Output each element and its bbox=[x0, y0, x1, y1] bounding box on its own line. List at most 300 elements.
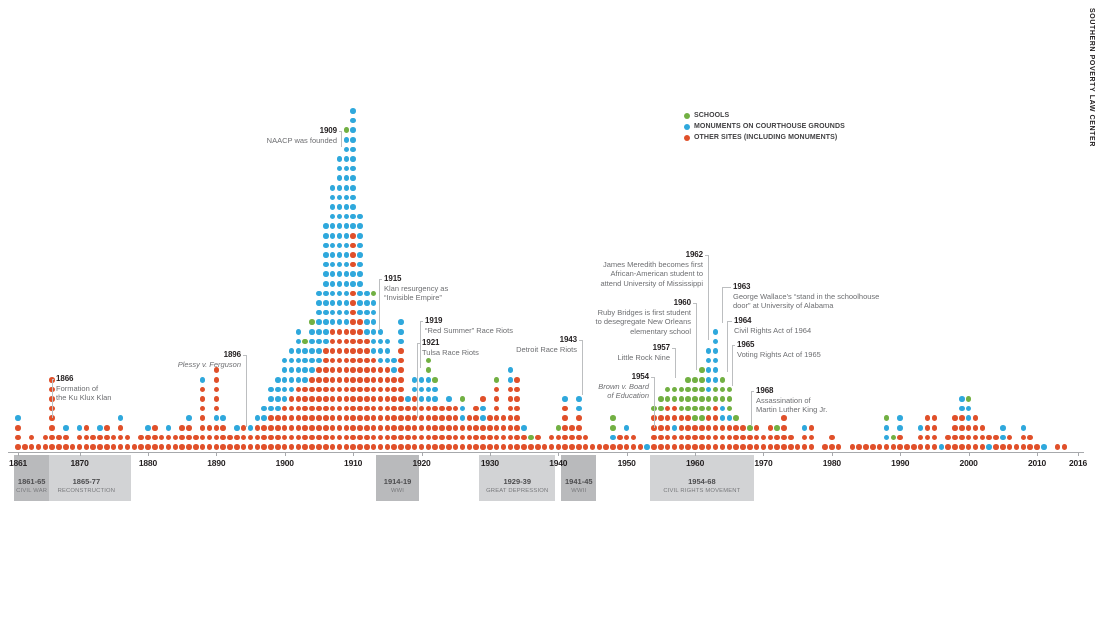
dot-courthouse-monument bbox=[282, 387, 288, 393]
dot-other-site bbox=[699, 435, 705, 441]
dot-other-site bbox=[1021, 435, 1027, 441]
dot-other-site bbox=[549, 444, 555, 450]
dot-courthouse-monument bbox=[371, 339, 377, 345]
annotation-text: African-American student to bbox=[610, 269, 703, 278]
dot-courthouse-monument bbox=[323, 310, 329, 316]
dot-other-site bbox=[275, 425, 281, 431]
dot-courthouse-monument bbox=[446, 396, 452, 402]
era-name-label: GREAT DEPRESSION bbox=[486, 488, 549, 494]
dot-courthouse-monument bbox=[337, 185, 343, 191]
dot-other-site bbox=[248, 435, 254, 441]
dot-other-site bbox=[302, 396, 308, 402]
dot-courthouse-monument bbox=[398, 319, 404, 325]
dot-other-site bbox=[692, 435, 698, 441]
dot-courthouse-monument bbox=[350, 185, 356, 191]
x-axis-tick bbox=[285, 452, 286, 456]
dot-other-site bbox=[296, 444, 302, 450]
dot-other-site bbox=[337, 406, 343, 412]
annotation-stub-1968 bbox=[751, 391, 754, 392]
dot-other-site bbox=[514, 396, 520, 402]
dot-other-site bbox=[344, 358, 350, 364]
dot-other-site bbox=[583, 435, 589, 441]
dot-other-site bbox=[350, 243, 356, 249]
dot-other-site bbox=[344, 425, 350, 431]
dot-other-site bbox=[84, 425, 90, 431]
dot-other-site bbox=[617, 435, 623, 441]
dot-other-site bbox=[624, 444, 630, 450]
dot-other-site bbox=[282, 425, 288, 431]
dot-other-site bbox=[467, 435, 473, 441]
dot-other-site bbox=[309, 377, 315, 383]
dot-other-site bbox=[350, 406, 356, 412]
dot-other-site bbox=[70, 444, 76, 450]
dot-other-site bbox=[473, 435, 479, 441]
dot-other-site bbox=[781, 435, 787, 441]
x-axis-tick-label: 1980 bbox=[822, 458, 841, 468]
dot-other-site bbox=[398, 387, 404, 393]
dot-other-site bbox=[337, 377, 343, 383]
annotation-text: to desegregate New Orleans bbox=[595, 317, 691, 326]
dot-courthouse-monument bbox=[364, 319, 370, 325]
annotation-1954 bbox=[598, 372, 649, 401]
dot-courthouse-monument bbox=[323, 223, 329, 229]
dot-other-site bbox=[651, 444, 657, 450]
dot-school bbox=[371, 291, 377, 297]
dot-other-site bbox=[514, 425, 520, 431]
dot-other-site bbox=[802, 435, 808, 441]
dot-other-site bbox=[562, 435, 568, 441]
era-name-label: WWII bbox=[571, 488, 587, 494]
annotation-1965 bbox=[737, 340, 821, 359]
dot-courthouse-monument bbox=[344, 185, 350, 191]
dot-other-site bbox=[337, 329, 343, 335]
annotation-line-1962 bbox=[708, 255, 709, 340]
dot-other-site bbox=[391, 406, 397, 412]
dot-other-site bbox=[350, 377, 356, 383]
annotation-stub-1964 bbox=[727, 321, 732, 322]
dot-other-site bbox=[508, 415, 514, 421]
dot-other-site bbox=[932, 415, 938, 421]
dot-other-site bbox=[15, 425, 21, 431]
annotation-year: 1915 bbox=[384, 274, 402, 283]
dot-other-site bbox=[350, 319, 356, 325]
dot-courthouse-monument bbox=[323, 339, 329, 345]
dot-courthouse-monument bbox=[248, 425, 254, 431]
dot-other-site bbox=[480, 425, 486, 431]
dot-courthouse-monument bbox=[706, 387, 712, 393]
dot-other-site bbox=[357, 425, 363, 431]
dot-other-site bbox=[77, 444, 83, 450]
dot-courthouse-monument bbox=[644, 444, 650, 450]
dot-other-site bbox=[118, 435, 124, 441]
dot-other-site bbox=[679, 425, 685, 431]
dot-other-site bbox=[487, 435, 493, 441]
credit-vertical-text: SOUTHERN POVERTY LAW CENTER bbox=[1088, 8, 1095, 147]
dot-courthouse-monument bbox=[337, 223, 343, 229]
dot-other-site bbox=[651, 435, 657, 441]
x-axis-tick-label: 2000 bbox=[959, 458, 978, 468]
dot-courthouse-monument bbox=[357, 214, 363, 220]
dot-other-site bbox=[337, 425, 343, 431]
dot-other-site bbox=[282, 444, 288, 450]
dot-other-site bbox=[385, 406, 391, 412]
dot-other-site bbox=[186, 444, 192, 450]
dot-other-site bbox=[713, 425, 719, 431]
dot-other-site bbox=[350, 348, 356, 354]
dot-other-site bbox=[337, 396, 343, 402]
annotation-1964 bbox=[734, 316, 811, 335]
dot-other-site bbox=[405, 406, 411, 412]
dot-other-site bbox=[391, 387, 397, 393]
dot-other-site bbox=[932, 435, 938, 441]
dot-other-site bbox=[330, 387, 336, 393]
annotation-1960 bbox=[596, 298, 691, 336]
dot-other-site bbox=[302, 444, 308, 450]
dot-other-site bbox=[398, 348, 404, 354]
dot-other-site bbox=[302, 406, 308, 412]
dot-other-site bbox=[159, 444, 165, 450]
dot-courthouse-monument bbox=[350, 156, 356, 162]
dot-other-site bbox=[966, 435, 972, 441]
dot-other-site bbox=[350, 425, 356, 431]
annotation-1963 bbox=[733, 282, 879, 311]
dot-courthouse-monument bbox=[337, 291, 343, 297]
dot-other-site bbox=[145, 435, 151, 441]
dot-other-site bbox=[296, 415, 302, 421]
dot-other-site bbox=[897, 444, 903, 450]
dot-other-site bbox=[576, 415, 582, 421]
dot-school bbox=[891, 435, 897, 441]
dot-other-site bbox=[350, 387, 356, 393]
dot-courthouse-monument bbox=[289, 367, 295, 373]
dot-other-site bbox=[432, 415, 438, 421]
dot-other-site bbox=[364, 339, 370, 345]
dot-courthouse-monument bbox=[296, 377, 302, 383]
dot-courthouse-monument bbox=[296, 329, 302, 335]
dot-other-site bbox=[391, 415, 397, 421]
dot-other-site bbox=[473, 425, 479, 431]
dot-courthouse-monument bbox=[802, 425, 808, 431]
dot-courthouse-monument bbox=[330, 281, 336, 287]
annotation-1866 bbox=[56, 374, 111, 403]
dot-courthouse-monument bbox=[371, 310, 377, 316]
dot-other-site bbox=[405, 425, 411, 431]
dot-courthouse-monument bbox=[337, 156, 343, 162]
dot-other-site bbox=[337, 339, 343, 345]
dot-other-site bbox=[357, 387, 363, 393]
dot-other-site bbox=[494, 406, 500, 412]
dot-other-site bbox=[344, 348, 350, 354]
dot-other-site bbox=[371, 387, 377, 393]
dot-courthouse-monument bbox=[419, 377, 425, 383]
dot-other-site bbox=[289, 444, 295, 450]
annotation-line-1896 bbox=[246, 355, 247, 427]
dot-other-site bbox=[508, 406, 514, 412]
x-axis-tick-label: 1990 bbox=[891, 458, 910, 468]
dot-other-site bbox=[426, 425, 432, 431]
dot-other-site bbox=[84, 435, 90, 441]
dot-other-site bbox=[220, 444, 226, 450]
dot-courthouse-monument bbox=[337, 233, 343, 239]
dot-other-site bbox=[200, 444, 206, 450]
dot-other-site bbox=[323, 367, 329, 373]
annotation-text: the Ku Klux Klan bbox=[56, 393, 112, 402]
dot-courthouse-monument bbox=[289, 387, 295, 393]
dot-other-site bbox=[494, 435, 500, 441]
dot-other-site bbox=[911, 444, 917, 450]
dot-other-site bbox=[344, 377, 350, 383]
dot-school bbox=[672, 387, 678, 393]
dot-other-site bbox=[514, 444, 520, 450]
dot-other-site bbox=[350, 329, 356, 335]
dot-other-site bbox=[1014, 444, 1020, 450]
dot-other-site bbox=[323, 406, 329, 412]
dot-other-site bbox=[289, 435, 295, 441]
dot-courthouse-monument bbox=[309, 367, 315, 373]
dot-school bbox=[679, 387, 685, 393]
dot-other-site bbox=[460, 435, 466, 441]
dot-school bbox=[692, 387, 698, 393]
dot-other-site bbox=[959, 444, 965, 450]
dot-school bbox=[658, 406, 664, 412]
dot-other-site bbox=[104, 425, 110, 431]
dot-other-site bbox=[576, 444, 582, 450]
annotation-1962 bbox=[600, 250, 703, 288]
annotation-text: of Education bbox=[607, 391, 649, 400]
dot-other-site bbox=[350, 310, 356, 316]
dot-courthouse-monument bbox=[337, 204, 343, 210]
dot-other-site bbox=[166, 435, 172, 441]
dot-courthouse-monument bbox=[562, 396, 568, 402]
dot-courthouse-monument bbox=[309, 339, 315, 345]
dot-other-site bbox=[309, 406, 315, 412]
legend-label: OTHER SITES (INCLUDING MONUMENTS) bbox=[694, 134, 838, 141]
dot-other-site bbox=[214, 425, 220, 431]
dot-other-site bbox=[973, 435, 979, 441]
dot-other-site bbox=[1007, 435, 1013, 441]
dot-courthouse-monument bbox=[344, 262, 350, 268]
dot-other-site bbox=[371, 358, 377, 364]
annotation-year: 1964 bbox=[734, 316, 752, 325]
dot-other-site bbox=[740, 435, 746, 441]
dot-courthouse-monument bbox=[337, 166, 343, 172]
dot-other-site bbox=[494, 425, 500, 431]
dot-courthouse-monument bbox=[309, 348, 315, 354]
dot-courthouse-monument bbox=[385, 348, 391, 354]
legend-item-other-sites bbox=[684, 132, 845, 143]
dot-courthouse-monument bbox=[344, 300, 350, 306]
dot-courthouse-monument bbox=[268, 396, 274, 402]
dot-courthouse-monument bbox=[316, 358, 322, 364]
annotation-stub-1943 bbox=[579, 340, 582, 341]
dot-other-site bbox=[344, 396, 350, 402]
annotation-1919 bbox=[425, 316, 513, 335]
dot-other-site bbox=[405, 435, 411, 441]
dot-courthouse-monument bbox=[350, 271, 356, 277]
dot-school bbox=[610, 415, 616, 421]
annotation-1968 bbox=[756, 386, 827, 415]
annotation-year: 1965 bbox=[737, 340, 755, 349]
dot-other-site bbox=[84, 444, 90, 450]
dot-other-site bbox=[364, 358, 370, 364]
dot-other-site bbox=[980, 425, 986, 431]
dot-other-site bbox=[255, 425, 261, 431]
dot-other-site bbox=[22, 444, 28, 450]
dot-courthouse-monument bbox=[97, 425, 103, 431]
dot-courthouse-monument bbox=[77, 425, 83, 431]
dot-courthouse-monument bbox=[918, 425, 924, 431]
dot-other-site bbox=[309, 425, 315, 431]
dot-courthouse-monument bbox=[344, 271, 350, 277]
dot-other-site bbox=[631, 444, 637, 450]
dot-other-site bbox=[918, 444, 924, 450]
dot-courthouse-monument bbox=[897, 415, 903, 421]
dot-other-site bbox=[439, 415, 445, 421]
dot-other-site bbox=[337, 387, 343, 393]
dot-other-site bbox=[514, 415, 520, 421]
dot-courthouse-monument bbox=[713, 367, 719, 373]
x-axis-tick-label: 1970 bbox=[754, 458, 773, 468]
dot-courthouse-monument bbox=[118, 415, 124, 421]
dot-other-site bbox=[856, 444, 862, 450]
dot-other-site bbox=[302, 425, 308, 431]
dot-other-site bbox=[371, 367, 377, 373]
dot-other-site bbox=[200, 435, 206, 441]
annotation-1957 bbox=[617, 343, 670, 362]
dot-other-site bbox=[740, 425, 746, 431]
dot-school bbox=[309, 319, 315, 325]
x-axis-tick-label: 1880 bbox=[138, 458, 157, 468]
dot-other-site bbox=[809, 444, 815, 450]
dot-other-site bbox=[391, 435, 397, 441]
dot-courthouse-monument bbox=[330, 291, 336, 297]
dot-other-site bbox=[508, 387, 514, 393]
dot-courthouse-monument bbox=[268, 406, 274, 412]
x-axis-tick-label: 1890 bbox=[207, 458, 226, 468]
dot-other-site bbox=[323, 348, 329, 354]
dot-other-site bbox=[973, 415, 979, 421]
dot-other-site bbox=[36, 444, 42, 450]
dot-other-site bbox=[364, 415, 370, 421]
dot-courthouse-monument bbox=[959, 406, 965, 412]
dot-courthouse-monument bbox=[713, 358, 719, 364]
annotation-text: Detroit Race Riots bbox=[516, 344, 577, 354]
dot-courthouse-monument bbox=[1000, 435, 1006, 441]
dot-other-site bbox=[385, 435, 391, 441]
dot-courthouse-monument bbox=[959, 396, 965, 402]
dot-other-site bbox=[371, 406, 377, 412]
dot-other-site bbox=[398, 425, 404, 431]
dot-other-site bbox=[49, 435, 55, 441]
dot-courthouse-monument bbox=[344, 195, 350, 201]
dot-other-site bbox=[378, 415, 384, 421]
dot-courthouse-monument bbox=[624, 425, 630, 431]
dot-courthouse-monument bbox=[323, 281, 329, 287]
dot-other-site bbox=[562, 444, 568, 450]
dot-courthouse-monument bbox=[357, 223, 363, 229]
dot-other-site bbox=[255, 444, 261, 450]
annotation-year: 1962 bbox=[685, 250, 703, 259]
dot-courthouse-monument bbox=[391, 358, 397, 364]
dot-courthouse-monument bbox=[220, 415, 226, 421]
dot-other-site bbox=[371, 435, 377, 441]
dot-other-site bbox=[63, 435, 69, 441]
era-range-label: 1954-68 bbox=[688, 477, 716, 486]
dot-other-site bbox=[508, 425, 514, 431]
dot-other-site bbox=[1034, 444, 1040, 450]
dot-courthouse-monument bbox=[309, 358, 315, 364]
dot-other-site bbox=[214, 444, 220, 450]
annotation-stub-1960 bbox=[693, 303, 696, 304]
dot-other-site bbox=[473, 406, 479, 412]
dot-other-site bbox=[426, 444, 432, 450]
dot-courthouse-monument bbox=[296, 339, 302, 345]
dot-other-site bbox=[398, 444, 404, 450]
dot-courthouse-monument bbox=[426, 387, 432, 393]
annotation-year: 1960 bbox=[673, 298, 691, 307]
dot-other-site bbox=[467, 425, 473, 431]
dot-school bbox=[774, 425, 780, 431]
annotation-stub-1963 bbox=[722, 287, 731, 288]
dot-courthouse-monument bbox=[337, 195, 343, 201]
dot-other-site bbox=[754, 425, 760, 431]
dot-other-site bbox=[302, 435, 308, 441]
dot-school bbox=[699, 396, 705, 402]
dot-other-site bbox=[398, 396, 404, 402]
legend-item-schools bbox=[684, 110, 845, 121]
dot-other-site bbox=[733, 435, 739, 441]
dot-other-site bbox=[364, 396, 370, 402]
dot-courthouse-monument bbox=[357, 300, 363, 306]
annotation-stub-1954 bbox=[651, 377, 654, 378]
dot-school bbox=[344, 127, 350, 133]
dot-courthouse-monument bbox=[323, 271, 329, 277]
dot-other-site bbox=[111, 435, 117, 441]
dot-courthouse-monument bbox=[261, 415, 267, 421]
dot-other-site bbox=[29, 444, 35, 450]
dot-courthouse-monument bbox=[350, 281, 356, 287]
dot-other-site bbox=[173, 435, 179, 441]
dot-other-site bbox=[125, 444, 131, 450]
dot-courthouse-monument bbox=[364, 291, 370, 297]
dot-courthouse-monument bbox=[426, 396, 432, 402]
dot-other-site bbox=[398, 358, 404, 364]
dot-other-site bbox=[658, 435, 664, 441]
annotation-line-1919 bbox=[420, 321, 421, 368]
x-axis-line bbox=[8, 452, 1084, 453]
dot-courthouse-monument bbox=[713, 348, 719, 354]
dot-other-site bbox=[385, 444, 391, 450]
dot-other-site bbox=[569, 425, 575, 431]
dot-other-site bbox=[316, 444, 322, 450]
annotation-line-1915 bbox=[379, 279, 380, 330]
dot-other-site bbox=[207, 444, 213, 450]
dot-courthouse-monument bbox=[344, 291, 350, 297]
dot-other-site bbox=[412, 444, 418, 450]
dot-other-site bbox=[371, 444, 377, 450]
dot-other-site bbox=[398, 367, 404, 373]
schools-dot-icon bbox=[684, 113, 690, 119]
dot-school bbox=[733, 415, 739, 421]
dot-other-site bbox=[125, 435, 131, 441]
dot-other-site bbox=[282, 406, 288, 412]
dot-other-site bbox=[603, 444, 609, 450]
dot-other-site bbox=[323, 425, 329, 431]
dot-other-site bbox=[378, 377, 384, 383]
dot-courthouse-monument bbox=[316, 329, 322, 335]
dot-courthouse-monument bbox=[302, 377, 308, 383]
dot-other-site bbox=[480, 435, 486, 441]
